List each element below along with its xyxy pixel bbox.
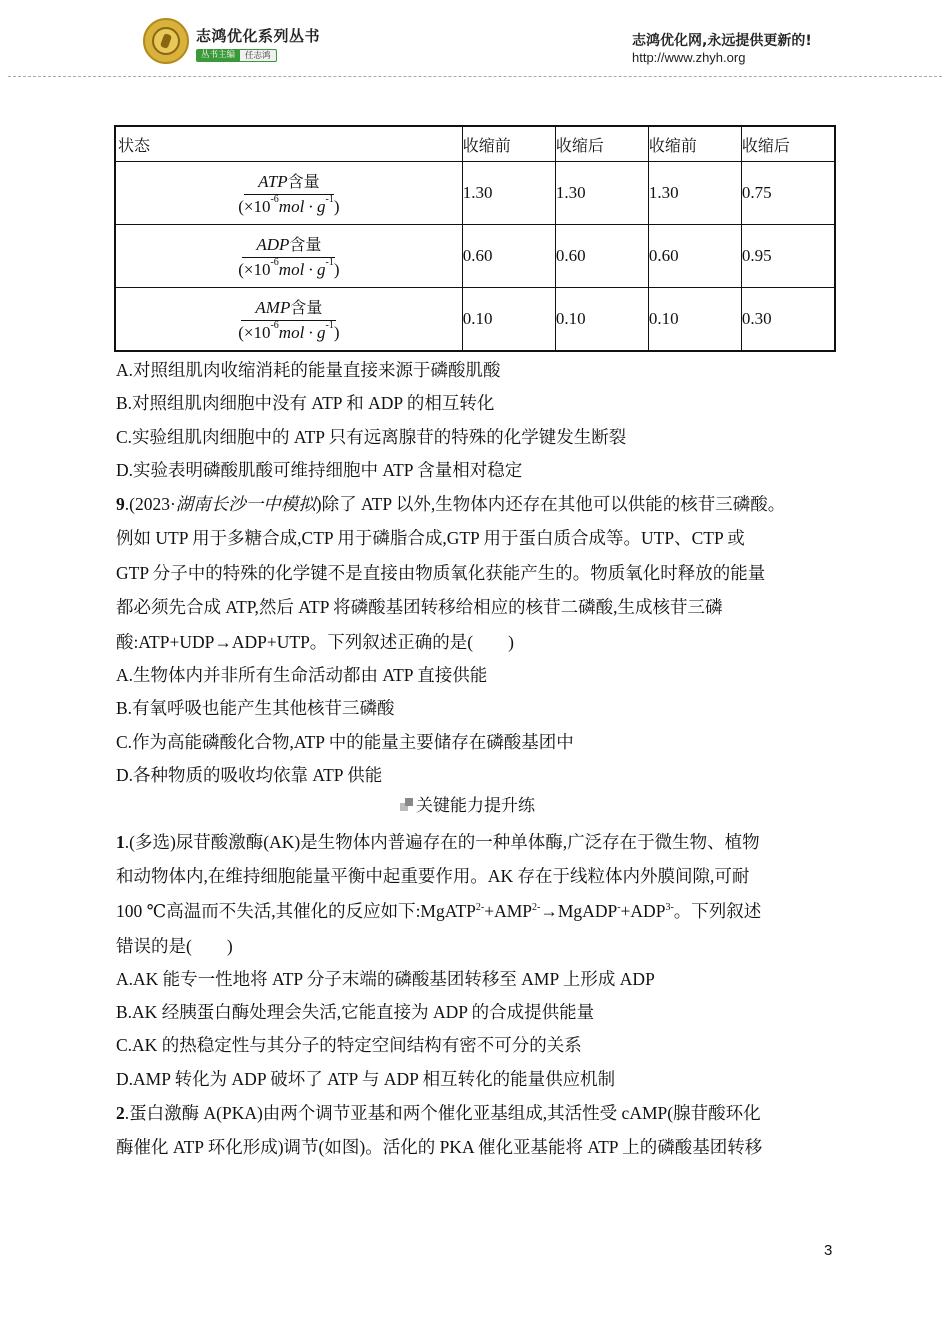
- table-cell: 0.75: [741, 162, 835, 225]
- editor-label: 丛书主编: [196, 49, 240, 62]
- table-header-cell: 收缩前: [462, 126, 555, 162]
- fraction-label: [116, 232, 462, 280]
- table-cell: 0.60: [648, 225, 741, 288]
- q1-stem-line: 错误的是( ): [116, 936, 233, 956]
- table-cell: 0.60: [462, 225, 555, 288]
- table-cell: 0.10: [648, 288, 741, 352]
- site-url-link[interactable]: http://www.zhyh.org: [632, 50, 746, 65]
- table-cell: 0.95: [741, 225, 835, 288]
- editor-badge: [196, 49, 277, 62]
- substance-name: ADP: [256, 235, 290, 254]
- unit-word: 含量: [290, 298, 323, 317]
- table-header-row: [115, 126, 835, 162]
- fraction-label: [116, 295, 462, 343]
- q9-stem-line: 例如 UTP 用于多糖合成,CTP 用于磷脂合成,GTP 用于蛋白质合成等。UTP、CTP 或: [116, 528, 745, 548]
- substance-name: ATP: [258, 172, 288, 191]
- page-number: 3: [824, 1242, 833, 1259]
- table-cell: 0.10: [462, 288, 555, 352]
- unit-word: 含量: [287, 172, 320, 191]
- atp-content-table: [114, 125, 836, 352]
- table-row: [115, 162, 835, 225]
- q2-stem-line: 酶催化 ATP 环化形成)调节(如图)。活化的 PKA 催化亚基能将 ATP 上的磷酸基团转移: [116, 1137, 763, 1157]
- q9-option-d: D.各种物质的吸收均依靠 ATP 供能: [116, 765, 383, 785]
- table-row: [115, 225, 835, 288]
- site-slogan: 志鸿优化网,永远提供更新的!: [632, 33, 812, 49]
- publisher-logo: [143, 18, 189, 64]
- q1-option-b: B.AK 经胰蛋白酶处理会失活,它能直接为 ADP 的合成提供能量: [116, 1002, 595, 1022]
- table-header-cell: 收缩后: [741, 126, 835, 162]
- header-divider: [8, 76, 942, 77]
- substance-name: AMP: [255, 298, 291, 317]
- editor-name: 任志鸿: [240, 49, 277, 62]
- q8-option-d: D.实验表明磷酸肌酸可维持细胞中 ATP 含量相对稳定: [116, 460, 523, 480]
- q9-stem-line: 9.(2023·湖南长沙一中模拟)除了 ATP 以外,生物体内还存在其他可以供能的核苷三磷酸。: [116, 494, 786, 514]
- series-title: 志鸿优化系列丛书: [196, 27, 321, 45]
- q1-stem-line: 和动物体内,在维持细胞能量平衡中起重要作用。AK 存在于线粒体内外膜间隙,可耐: [116, 866, 750, 886]
- q9-stem-line: 酸:ATP+UDP→ADP+UTP。下列叙述正确的是( ): [116, 632, 514, 652]
- q8-option-c: C.实验组肌肉细胞中的 ATP 只有远离腺苷的特殊的化学键发生断裂: [116, 427, 627, 447]
- question-source: 湖南长沙一中模拟: [175, 494, 316, 514]
- q9-stem-line: GTP 分子中的特殊的化学键不是直接由物质氧化获能产生的。物质氧化时释放的能量: [116, 563, 766, 583]
- table-header-cell: 收缩后: [555, 126, 648, 162]
- q1-option-c: C.AK 的热稳定性与其分子的特定空间结构有密不可分的关系: [116, 1035, 582, 1055]
- q1-stem-line: 100 ℃高温而不失活,其催化的反应如下$:MgATP^{2-}+AMP^{2-}\to MgADP^-+ADP^{3-}$。下列叙述: [116, 901, 762, 921]
- fraction-label: [116, 169, 462, 217]
- table-row: [115, 288, 835, 352]
- table-cell: 0.10: [555, 288, 648, 352]
- table-cell: 1.30: [648, 162, 741, 225]
- q1-stem-line: 1.(多选)尿苷酸激酶(AK)是生物体内普遍存在的一种单体酶,广泛存在于微生物、植物: [116, 832, 760, 852]
- question-number: 2: [116, 1103, 125, 1123]
- unit-word: 含量: [289, 235, 322, 254]
- q1-option-a: A.AK 能专一性地将 ATP 分子末端的磷酸基团转移至 AMP 上形成 ADP: [116, 969, 655, 989]
- unit-denominator: $(\times 10^{-6}mol \cdot g^{-1})$: [238, 257, 340, 279]
- table-cell: 1.30: [462, 162, 555, 225]
- q9-option-b: B.有氧呼吸也能产生其他核苷三磷酸: [116, 698, 395, 718]
- q9-option-c: C.作为高能磷酸化合物,ATP 中的能量主要储存在磷酸基团中: [116, 732, 574, 752]
- table-cell: 1.30: [555, 162, 648, 225]
- q2-stem-line: 2.蛋白激酶 A(PKA)由两个调节亚基和两个催化亚基组成,其活性受 cAMP(腺苷酸环化: [116, 1103, 761, 1123]
- table-cell: 0.30: [741, 288, 835, 352]
- question-number: 1: [116, 832, 125, 852]
- page-header: [0, 0, 950, 80]
- row-label-cell: [115, 162, 462, 225]
- q1-option-d: D.AMP 转化为 ADP 破坏了 ATP 与 ADP 相互转化的能量供应机制: [116, 1069, 616, 1089]
- row-label-cell: [115, 225, 462, 288]
- question-number: 9: [116, 494, 125, 514]
- section-title: 关键能力提升练: [416, 796, 535, 816]
- unit-denominator: $(\times 10^{-6}mol \cdot g^{-1})$: [238, 194, 340, 216]
- q8-option-a: A.对照组肌肉收缩消耗的能量直接来源于磷酸肌酸: [116, 360, 501, 380]
- q8-option-b: B.对照组肌肉细胞中没有 ATP 和 ADP 的相互转化: [116, 393, 495, 413]
- section-marker-icon: [400, 798, 414, 812]
- unit-denominator: $(\times 10^{-6}mol \cdot g^{-1})$: [238, 320, 340, 342]
- table-cell: 0.60: [555, 225, 648, 288]
- q9-stem-line: 都必须先合成 ATP,然后 ATP 将磷酸基团转移给相应的核苷二磷酸,生成核苷三磷: [116, 597, 723, 617]
- row-label-cell: [115, 288, 462, 352]
- table-header-cell: 收缩前: [648, 126, 741, 162]
- table-header-cell: 状态: [115, 126, 462, 162]
- q9-option-a: A.生物体内并非所有生命活动都由 ATP 直接供能: [116, 665, 488, 685]
- section-heading: [400, 795, 535, 817]
